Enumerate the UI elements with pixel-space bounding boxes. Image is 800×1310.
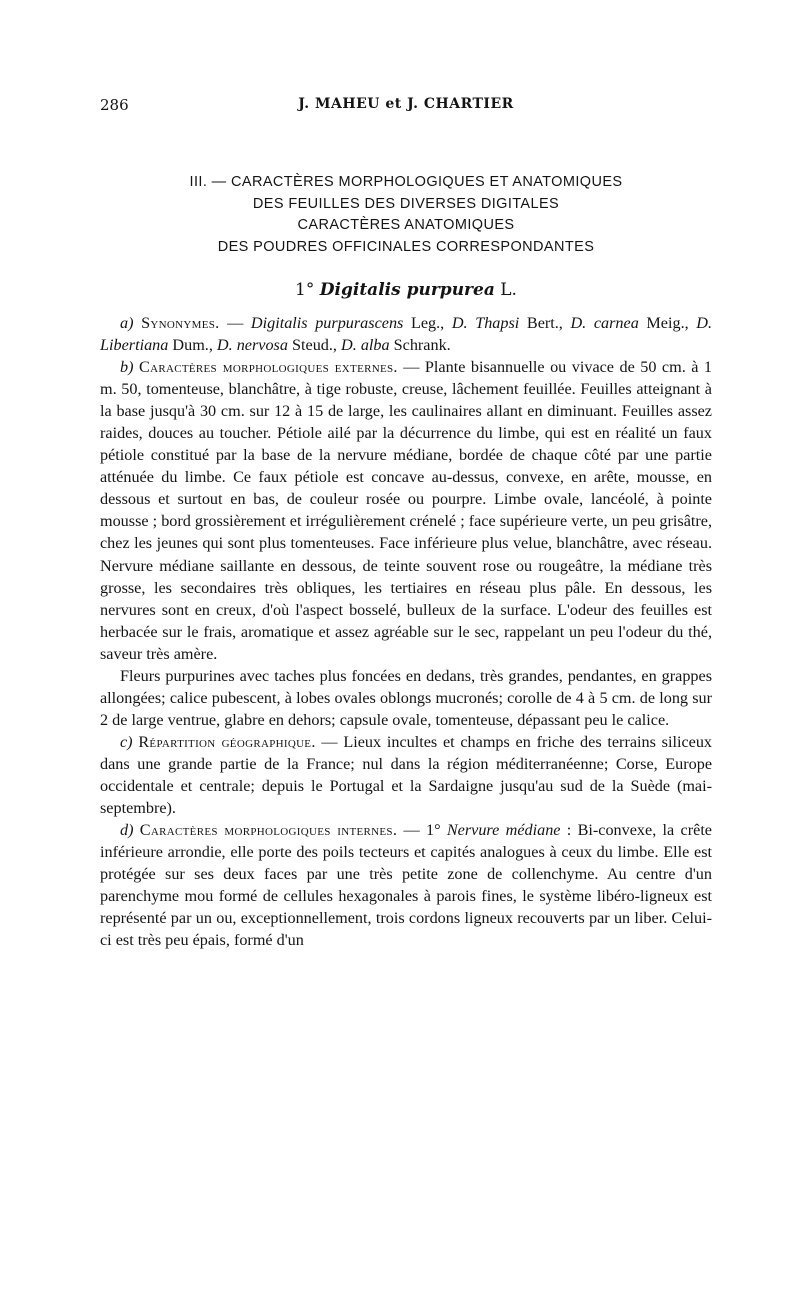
section-title-line: III. — CARACTÈRES MORPHOLOGIQUES ET ANATOMIQUES <box>189 174 623 190</box>
text-run: Schrank. <box>389 336 451 355</box>
page-header <box>100 96 712 120</box>
paragraph-label: c) <box>120 732 133 751</box>
species-author: L. <box>500 280 517 300</box>
paragraph-morphologie-interne <box>100 819 712 951</box>
paragraph-text: — Plante bisannuelle ou vivace de 50 cm. à 1 m. 50, tomenteuse, blanchâtre, à tige robuste, creuse, lâchement feuillée. Feuilles atteignant à la base jusqu'à 30 cm. sur 12 à 15 de large, les caulinaires allant en diminuant. Feuilles assez raides, douces au toucher. Pétiole ailé par la décurrence du limbe, qui est en réalité un faux pétiole constitué par la base de la nervure médiane, bordée de chaque côté par une partie atténuée du limbe. Ce faux pétiole est concave au-dessus, convexe, en arête, mousse, en dessous et surtout en bas, de couleur rosée ou pourpre. Limbe ovale, lancéolé, à pointe mousse ; bord grossièrement et irrégulièrement crénelé ; face supérieure verte, un peu grisâtre, chez les jeunes qui sont plus tomenteuses. Face inférieure plus velue, blanchâtre, avec réseau. Nervure médiane saillante en dessous, de teinte souvent rose ou rougeâtre, la médiane très grosse, les secondaires très obliques, les tertiaires en réseau plus pâle. En dessous, les nervures sont en creux, d'où l'aspect bosselé, bulleux de la surface. L'odeur des feuilles est herbacée sur le frais, aromatique et assez agréable sur le sec, rappelant un peu l'odeur du thé, saveur très amère. <box>100 358 712 663</box>
paragraph-heading: Caractères morphologiques internes. <box>139 821 398 840</box>
paragraph-repartition <box>100 731 712 819</box>
paragraph-heading: Répartition géographique. <box>138 732 316 751</box>
text-run: Leg., <box>403 314 452 332</box>
taxon-name: D. Thapsi <box>451 314 520 332</box>
text-run: Steud., <box>287 336 342 355</box>
paragraph-heading: Caractères morphologiques externes. <box>138 358 398 377</box>
species-number: 1° <box>295 280 315 300</box>
subsection-term: Nervure médiane <box>446 821 561 840</box>
paragraph-morphologie-externe <box>100 356 712 665</box>
paragraph-fleurs <box>100 665 712 731</box>
species-heading <box>100 280 712 300</box>
paragraph-synonymes <box>100 312 712 356</box>
section-title <box>100 172 712 258</box>
text-run: — <box>219 314 251 332</box>
species-name: Digitalis purpurea <box>319 280 495 300</box>
taxon-name: D. nervosa <box>216 336 288 355</box>
text-run: Dum., <box>168 336 217 355</box>
section-title-line: DES POUDRES OFFICINALES CORRESPONDANTES <box>217 238 595 255</box>
paragraph-text: : Bi-convexe, la crête inférieure arrondie, elle porte des poils tecteurs et capités analogues à ceux du limbe. Elle est protégée sur ses deux faces par une très petite zone de collenchyme. Au centre d'un parenchyme mou formé de cellules hexagonales à parois fines, le système libéro-ligneux est représenté par un ou, exceptionnellement, trois cordons ligneux recouverts par un liber. Celui-ci est très peu épais, formé d'un <box>100 821 712 950</box>
running-title: J. MAHEU et J. CHARTIER <box>298 96 514 112</box>
paragraph-heading: Synonymes. <box>141 314 220 332</box>
taxon-name: D. carnea <box>570 314 639 332</box>
text-run: Bert., <box>519 314 571 332</box>
body-text <box>100 312 712 951</box>
paragraph-label: a) <box>120 314 134 332</box>
section-title-line: CARACTÈRES ANATOMIQUES <box>297 217 515 233</box>
taxon-name: Digitalis purpurascens <box>250 314 404 332</box>
section-title-line: DES FEUILLES DES DIVERSES DIGITALES <box>252 195 560 212</box>
paragraph-label: b) <box>120 358 134 377</box>
paragraph-text: Fleurs purpurines avec taches plus foncées en dedans, très grandes, pendantes, en grappes allongées; calice pubescent, à lobes ovales oblongs mucronés; corolle de 4 à 5 cm. de long sur 2 de large ventrue, glabre en dehors; capsule ovale, tomenteuse, dépassant peu le calice. <box>100 666 712 729</box>
text-run: Meig., <box>638 314 697 332</box>
taxon-name: D. Libertiana <box>100 314 713 355</box>
paragraph-label: d) <box>120 821 134 840</box>
paragraph-text: — Lieux incultes et champs en friche des terrains siliceux dans une grande partie de la France; nul dans la région méditerranéenne; Corse, Europe occidentale et centrale; depuis le Portugal et la Sardaigne jusqu'au sud de la Suède (mai-septembre). <box>100 732 713 818</box>
page-number: 286 <box>100 96 129 114</box>
text-run: — 1° <box>397 821 447 840</box>
taxon-name: D. alba <box>341 336 390 355</box>
